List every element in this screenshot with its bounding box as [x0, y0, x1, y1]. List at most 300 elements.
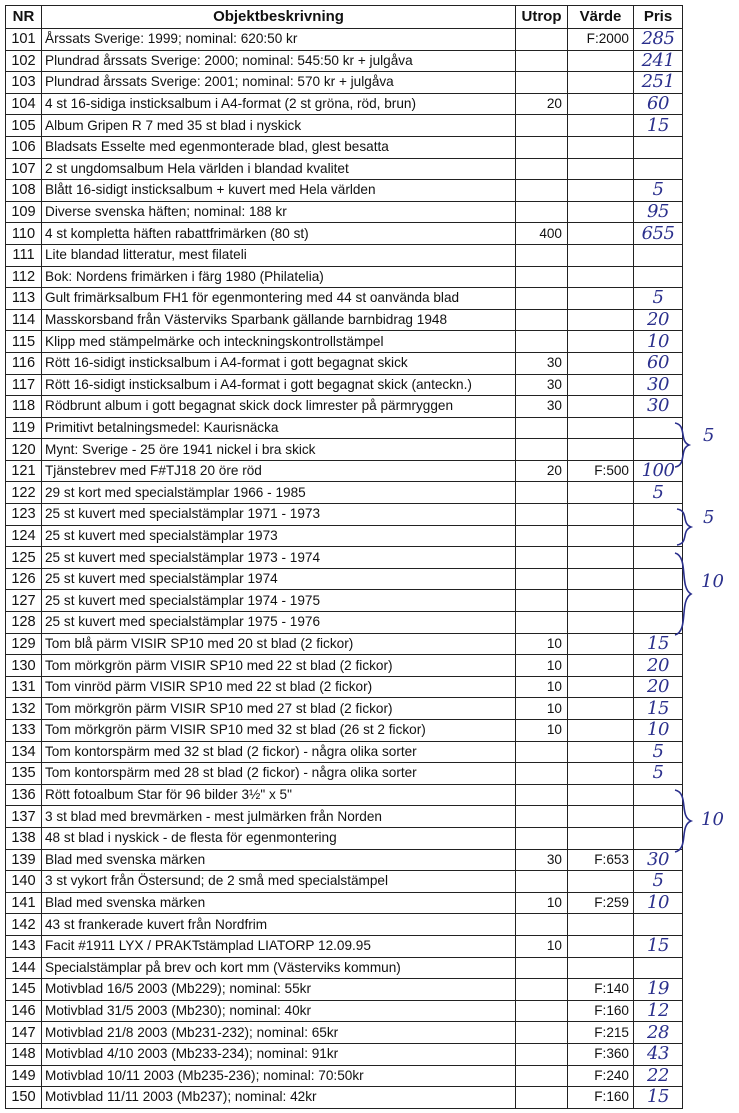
lot-varde: F:2000: [568, 29, 634, 51]
lot-row: [6, 763, 683, 785]
lot-utrop: 20: [516, 93, 568, 115]
lot-number: 108: [6, 180, 42, 202]
header-utrop: Utrop: [516, 6, 568, 29]
grouped-price-123-124: 5: [703, 507, 715, 528]
lot-description: Gult frimärksalbum FH1 för egenmontering med 44 st oanvända blad: [42, 288, 516, 310]
lot-varde: [568, 957, 634, 979]
lot-utrop: [516, 504, 568, 526]
lot-pris: 5: [634, 288, 683, 310]
brace-136-138: [673, 788, 695, 854]
lot-varde: [568, 504, 634, 526]
lot-pris: 19: [634, 979, 683, 1001]
lot-description: Tom vinröd pärm VISIR SP10 med 22 st blad (2 fickor): [42, 676, 516, 698]
lot-varde: [568, 806, 634, 828]
header-description: Objektbeskrivning: [42, 6, 516, 29]
lot-row: [6, 590, 683, 612]
lot-number: 138: [6, 827, 42, 849]
header-pris: Pris: [634, 6, 683, 29]
lot-varde: [568, 158, 634, 180]
lot-varde: F:240: [568, 1065, 634, 1087]
brace-123-124: [675, 507, 695, 547]
lot-number: 113: [6, 288, 42, 310]
lot-row: [6, 633, 683, 655]
lot-row: [6, 935, 683, 957]
lot-description: Tom blå pärm VISIR SP10 med 20 st blad (2 fickor): [42, 633, 516, 655]
lot-row: [6, 784, 683, 806]
lot-row: [6, 720, 683, 742]
lot-varde: [568, 655, 634, 677]
lot-varde: [568, 93, 634, 115]
lot-number: 111: [6, 244, 42, 266]
lot-description: Mynt: Sverige - 25 öre 1941 nickel i bra skick: [42, 439, 516, 461]
lot-utrop: [516, 201, 568, 223]
lot-number: 147: [6, 1022, 42, 1044]
lot-varde: [568, 698, 634, 720]
lot-pris: 5: [634, 180, 683, 202]
lot-number: 149: [6, 1065, 42, 1087]
lot-number: 116: [6, 352, 42, 374]
lot-utrop: [516, 158, 568, 180]
header-row: [6, 6, 683, 29]
lot-utrop: [516, 482, 568, 504]
lot-utrop: [516, 568, 568, 590]
lot-row: [6, 244, 683, 266]
lot-row: [6, 201, 683, 223]
lot-pris: 20: [634, 655, 683, 677]
lot-utrop: [516, 957, 568, 979]
lot-pris: 5: [634, 741, 683, 763]
lot-row: [6, 1043, 683, 1065]
lot-row: [6, 1000, 683, 1022]
lot-varde: [568, 741, 634, 763]
lot-number: 123: [6, 504, 42, 526]
lot-pris: 10: [634, 892, 683, 914]
lot-varde: [568, 935, 634, 957]
lot-row: [6, 1087, 683, 1109]
lot-row: [6, 568, 683, 590]
lot-utrop: [516, 763, 568, 785]
lot-pris: 15: [634, 935, 683, 957]
lot-pris: [634, 957, 683, 979]
lot-pris: 10: [634, 331, 683, 353]
lot-row: [6, 827, 683, 849]
lot-pris: 285: [634, 29, 683, 51]
lot-pris: 43: [634, 1043, 683, 1065]
lot-utrop: 10: [516, 892, 568, 914]
lot-row: [6, 158, 683, 180]
lot-row: [6, 288, 683, 310]
lot-description: 25 st kuvert med specialstämplar 1974 - 1975: [42, 590, 516, 612]
lot-number: 144: [6, 957, 42, 979]
lot-varde: [568, 72, 634, 94]
lot-description: Klipp med stämpelmärke och inteckningskontrollstämpel: [42, 331, 516, 353]
lot-utrop: 30: [516, 849, 568, 871]
lot-description: Bok: Nordens frimärken i färg 1980 (Philatelia): [42, 266, 516, 288]
lot-utrop: [516, 266, 568, 288]
lot-description: Album Gripen R 7 med 35 st blad i nyskick: [42, 115, 516, 137]
lot-pris: 15: [634, 633, 683, 655]
lot-number: 107: [6, 158, 42, 180]
lot-pris: 15: [634, 115, 683, 137]
lot-description: Motivblad 10/11 2003 (Mb235-236); nominal: 70:50kr: [42, 1065, 516, 1087]
lot-utrop: [516, 417, 568, 439]
lot-varde: [568, 136, 634, 158]
lot-row: [6, 849, 683, 871]
lot-utrop: [516, 525, 568, 547]
lot-description: Bladsats Esselte med egenmonterade blad, glest besatta: [42, 136, 516, 158]
lot-pris: 5: [634, 482, 683, 504]
lot-number: 117: [6, 374, 42, 396]
lot-utrop: 30: [516, 352, 568, 374]
lot-utrop: [516, 784, 568, 806]
lot-varde: [568, 784, 634, 806]
lot-varde: [568, 201, 634, 223]
lot-utrop: [516, 1000, 568, 1022]
lot-varde: [568, 827, 634, 849]
lot-varde: [568, 331, 634, 353]
lot-row: [6, 115, 683, 137]
lot-number: 115: [6, 331, 42, 353]
lot-utrop: [516, 1043, 568, 1065]
lot-pris: 655: [634, 223, 683, 245]
lot-utrop: 10: [516, 698, 568, 720]
lot-description: Tom mörkgrön pärm VISIR SP10 med 32 st blad (26 st 2 fickor): [42, 720, 516, 742]
lot-utrop: 10: [516, 676, 568, 698]
lot-varde: [568, 482, 634, 504]
lot-utrop: [516, 331, 568, 353]
grouped-price-125-128: 10: [701, 571, 724, 592]
lot-description: Motivblad 21/8 2003 (Mb231-232); nominal: 65kr: [42, 1022, 516, 1044]
lot-number: 145: [6, 979, 42, 1001]
lot-varde: [568, 525, 634, 547]
lot-row: [6, 331, 683, 353]
header-nr: NR: [6, 6, 42, 29]
lot-row: [6, 417, 683, 439]
lot-varde: [568, 374, 634, 396]
lot-number: 121: [6, 460, 42, 482]
lot-description: Tom mörkgrön pärm VISIR SP10 med 27 st blad (2 fickor): [42, 698, 516, 720]
lot-description: 2 st ungdomsalbum Hela världen i blandad kvalitet: [42, 158, 516, 180]
lot-description: Årssats Sverige: 1999; nominal: 620:50 kr: [42, 29, 516, 51]
lot-pris: 251: [634, 72, 683, 94]
lot-row: [6, 914, 683, 936]
lot-description: Tjänstebrev med F#TJ18 20 öre röd: [42, 460, 516, 482]
brace-119-120: [673, 421, 693, 469]
lot-pris: 20: [634, 309, 683, 331]
lot-utrop: [516, 439, 568, 461]
lot-description: Tom mörkgrön pärm VISIR SP10 med 22 st blad (2 fickor): [42, 655, 516, 677]
lot-description: Tom kontorspärm med 28 st blad (2 fickor) - några olika sorter: [42, 763, 516, 785]
lot-number: 139: [6, 849, 42, 871]
lot-pris: [634, 914, 683, 936]
lot-number: 125: [6, 547, 42, 569]
lot-varde: [568, 396, 634, 418]
lot-pris: 28: [634, 1022, 683, 1044]
lot-pris: 30: [634, 396, 683, 418]
lot-number: 130: [6, 655, 42, 677]
lot-description: Masskorsband från Västerviks Sparbank gällande barnbidrag 1948: [42, 309, 516, 331]
lot-utrop: [516, 309, 568, 331]
lot-utrop: [516, 806, 568, 828]
lot-pris: 5: [634, 763, 683, 785]
lot-pris: 15: [634, 698, 683, 720]
lot-description: 4 st 16-sidiga insticksalbum i A4-format (2 st gröna, röd, brun): [42, 93, 516, 115]
grouped-price-119-120: 5: [703, 425, 715, 446]
lot-number: 131: [6, 676, 42, 698]
lot-row: [6, 439, 683, 461]
lot-number: 109: [6, 201, 42, 223]
lot-description: Motivblad 16/5 2003 (Mb229); nominal: 55kr: [42, 979, 516, 1001]
lot-utrop: [516, 244, 568, 266]
lot-varde: [568, 568, 634, 590]
lot-varde: [568, 439, 634, 461]
lot-row: [6, 374, 683, 396]
lot-description: 25 st kuvert med specialstämplar 1971 - 1973: [42, 504, 516, 526]
lot-description: 43 st frankerade kuvert från Nordfrim: [42, 914, 516, 936]
lot-utrop: [516, 1065, 568, 1087]
lot-utrop: [516, 741, 568, 763]
lot-number: 118: [6, 396, 42, 418]
lot-utrop: [516, 827, 568, 849]
lot-pris: 60: [634, 352, 683, 374]
lot-row: [6, 612, 683, 634]
lot-row: [6, 504, 683, 526]
lot-number: 135: [6, 763, 42, 785]
lot-utrop: 30: [516, 396, 568, 418]
lot-number: 143: [6, 935, 42, 957]
lot-varde: [568, 720, 634, 742]
lot-number: 133: [6, 720, 42, 742]
lot-number: 124: [6, 525, 42, 547]
lot-utrop: [516, 979, 568, 1001]
lot-number: 110: [6, 223, 42, 245]
lot-varde: F:259: [568, 892, 634, 914]
lot-varde: [568, 266, 634, 288]
lot-utrop: [516, 115, 568, 137]
lot-number: 126: [6, 568, 42, 590]
lot-varde: [568, 417, 634, 439]
lot-utrop: [516, 1022, 568, 1044]
lot-number: 105: [6, 115, 42, 137]
lot-description: Motivblad 11/11 2003 (Mb237); nominal: 42kr: [42, 1087, 516, 1109]
lot-varde: [568, 871, 634, 893]
header-varde: Värde: [568, 6, 634, 29]
grouped-price-136-138: 10: [701, 809, 724, 830]
lot-pris: 30: [634, 374, 683, 396]
lot-pris: 100: [634, 460, 683, 482]
lot-description: Blått 16-sidigt insticksalbum + kuvert med Hela världen: [42, 180, 516, 202]
lot-row: [6, 892, 683, 914]
lot-varde: [568, 612, 634, 634]
lot-utrop: [516, 1087, 568, 1109]
lot-varde: F:653: [568, 849, 634, 871]
lot-pris: 12: [634, 1000, 683, 1022]
lot-row: [6, 93, 683, 115]
lot-varde: [568, 352, 634, 374]
lot-row: [6, 525, 683, 547]
lot-description: 25 st kuvert med specialstämplar 1974: [42, 568, 516, 590]
lot-description: Rödbrunt album i gott begagnat skick dock limrester på pärmryggen: [42, 396, 516, 418]
lot-pris: [634, 266, 683, 288]
lot-utrop: [516, 288, 568, 310]
lot-number: 134: [6, 741, 42, 763]
lot-utrop: [516, 50, 568, 72]
lot-utrop: 10: [516, 935, 568, 957]
lot-row: [6, 655, 683, 677]
lot-utrop: 20: [516, 460, 568, 482]
lot-number: 136: [6, 784, 42, 806]
lot-description: Primitivt betalningsmedel: Kaurisnäcka: [42, 417, 516, 439]
lot-utrop: 10: [516, 720, 568, 742]
lot-utrop: [516, 136, 568, 158]
lot-pris: 241: [634, 50, 683, 72]
lot-row: [6, 309, 683, 331]
lot-pris: [634, 136, 683, 158]
lot-table: [5, 5, 683, 1109]
lot-row: [6, 266, 683, 288]
lot-row: [6, 396, 683, 418]
lot-number: 120: [6, 439, 42, 461]
lot-description: Rött 16-sidigt insticksalbum i A4-format i gott begagnat skick (anteckn.): [42, 374, 516, 396]
lot-varde: F:215: [568, 1022, 634, 1044]
lot-number: 132: [6, 698, 42, 720]
lot-number: 141: [6, 892, 42, 914]
lot-number: 129: [6, 633, 42, 655]
lot-number: 114: [6, 309, 42, 331]
lot-utrop: 400: [516, 223, 568, 245]
lot-varde: [568, 633, 634, 655]
lot-description: Blad med svenska märken: [42, 849, 516, 871]
lot-varde: [568, 288, 634, 310]
lot-pris: 22: [634, 1065, 683, 1087]
lot-number: 140: [6, 871, 42, 893]
lot-utrop: [516, 180, 568, 202]
lot-description: Specialstämplar på brev och kort mm (Västerviks kommun): [42, 957, 516, 979]
lot-description: Motivblad 4/10 2003 (Mb233-234); nominal: 91kr: [42, 1043, 516, 1065]
lot-number: 128: [6, 612, 42, 634]
lot-row: [6, 547, 683, 569]
lot-varde: [568, 223, 634, 245]
lot-varde: F:140: [568, 979, 634, 1001]
lot-varde: F:160: [568, 1087, 634, 1109]
lot-row: [6, 979, 683, 1001]
lot-varde: F:500: [568, 460, 634, 482]
lot-description: Facit #1911 LYX / PRAKTstämplad LIATORP 12.09.95: [42, 935, 516, 957]
lot-row: [6, 482, 683, 504]
lot-number: 102: [6, 50, 42, 72]
lot-utrop: 10: [516, 655, 568, 677]
lot-number: 142: [6, 914, 42, 936]
lot-utrop: 10: [516, 633, 568, 655]
lot-row: [6, 223, 683, 245]
auction-sheet: [5, 5, 724, 1109]
brace-125-128: [673, 551, 695, 637]
lot-description: 3 st blad med brevmärken - mest julmärken från Norden: [42, 806, 516, 828]
lot-description: 29 st kort med specialstämplar 1966 - 1985: [42, 482, 516, 504]
lot-description: 4 st kompletta häften rabattfrimärken (80 st): [42, 223, 516, 245]
lot-varde: [568, 763, 634, 785]
lot-pris: [634, 244, 683, 266]
lot-row: [6, 136, 683, 158]
lot-row: [6, 698, 683, 720]
lot-pris: 20: [634, 676, 683, 698]
lot-description: 48 st blad i nyskick - de flesta för egenmontering: [42, 827, 516, 849]
lot-pris: 10: [634, 720, 683, 742]
lot-description: 3 st vykort från Östersund; de 2 små med specialstämpel: [42, 871, 516, 893]
lot-pris: 5: [634, 871, 683, 893]
lot-utrop: [516, 914, 568, 936]
lot-utrop: [516, 612, 568, 634]
lot-pris: [634, 158, 683, 180]
lot-description: Blad med svenska märken: [42, 892, 516, 914]
lot-number: 127: [6, 590, 42, 612]
lot-description: Rött 16-sidigt insticksalbum i A4-format i gott begagnat skick: [42, 352, 516, 374]
lot-number: 148: [6, 1043, 42, 1065]
lot-varde: [568, 676, 634, 698]
lot-pris: 95: [634, 201, 683, 223]
lot-utrop: 30: [516, 374, 568, 396]
lot-pris: 15: [634, 1087, 683, 1109]
lot-row: [6, 352, 683, 374]
lot-utrop: [516, 72, 568, 94]
lot-number: 103: [6, 72, 42, 94]
lot-number: 122: [6, 482, 42, 504]
lot-pris: 60: [634, 93, 683, 115]
lot-description: Motivblad 31/5 2003 (Mb230); nominal: 40kr: [42, 1000, 516, 1022]
lot-row: [6, 676, 683, 698]
lot-number: 112: [6, 266, 42, 288]
lot-varde: [568, 590, 634, 612]
lot-row: [6, 1022, 683, 1044]
lot-row: [6, 741, 683, 763]
lot-utrop: [516, 590, 568, 612]
lot-number: 106: [6, 136, 42, 158]
lot-description: Tom kontorspärm med 32 st blad (2 fickor) - några olika sorter: [42, 741, 516, 763]
lot-utrop: [516, 29, 568, 51]
lot-varde: F:160: [568, 1000, 634, 1022]
lot-row: [6, 29, 683, 51]
lot-description: 25 st kuvert med specialstämplar 1973 - 1974: [42, 547, 516, 569]
lot-number: 137: [6, 806, 42, 828]
lot-varde: [568, 309, 634, 331]
lot-description: 25 st kuvert med specialstämplar 1975 - 1976: [42, 612, 516, 634]
lot-description: Rött fotoalbum Star för 96 bilder 3½" x 5": [42, 784, 516, 806]
lot-number: 146: [6, 1000, 42, 1022]
lot-varde: [568, 914, 634, 936]
lot-row: [6, 1065, 683, 1087]
lot-row: [6, 871, 683, 893]
lot-row: [6, 50, 683, 72]
lot-varde: [568, 180, 634, 202]
lot-row: [6, 72, 683, 94]
lot-row: [6, 460, 683, 482]
lot-pris: 30: [634, 849, 683, 871]
lot-description: Plundrad årssats Sverige: 2000; nominal: 545:50 kr + julgåva: [42, 50, 516, 72]
lot-description: Diverse svenska häften; nominal: 188 kr: [42, 201, 516, 223]
lot-row: [6, 180, 683, 202]
lot-description: 25 st kuvert med specialstämplar 1973: [42, 525, 516, 547]
lot-varde: [568, 547, 634, 569]
lot-description: Lite blandad litteratur, mest filateli: [42, 244, 516, 266]
lot-number: 150: [6, 1087, 42, 1109]
lot-varde: [568, 115, 634, 137]
lot-varde: [568, 244, 634, 266]
lot-row: [6, 957, 683, 979]
lot-number: 119: [6, 417, 42, 439]
lot-utrop: [516, 871, 568, 893]
lot-row: [6, 806, 683, 828]
lot-varde: F:360: [568, 1043, 634, 1065]
